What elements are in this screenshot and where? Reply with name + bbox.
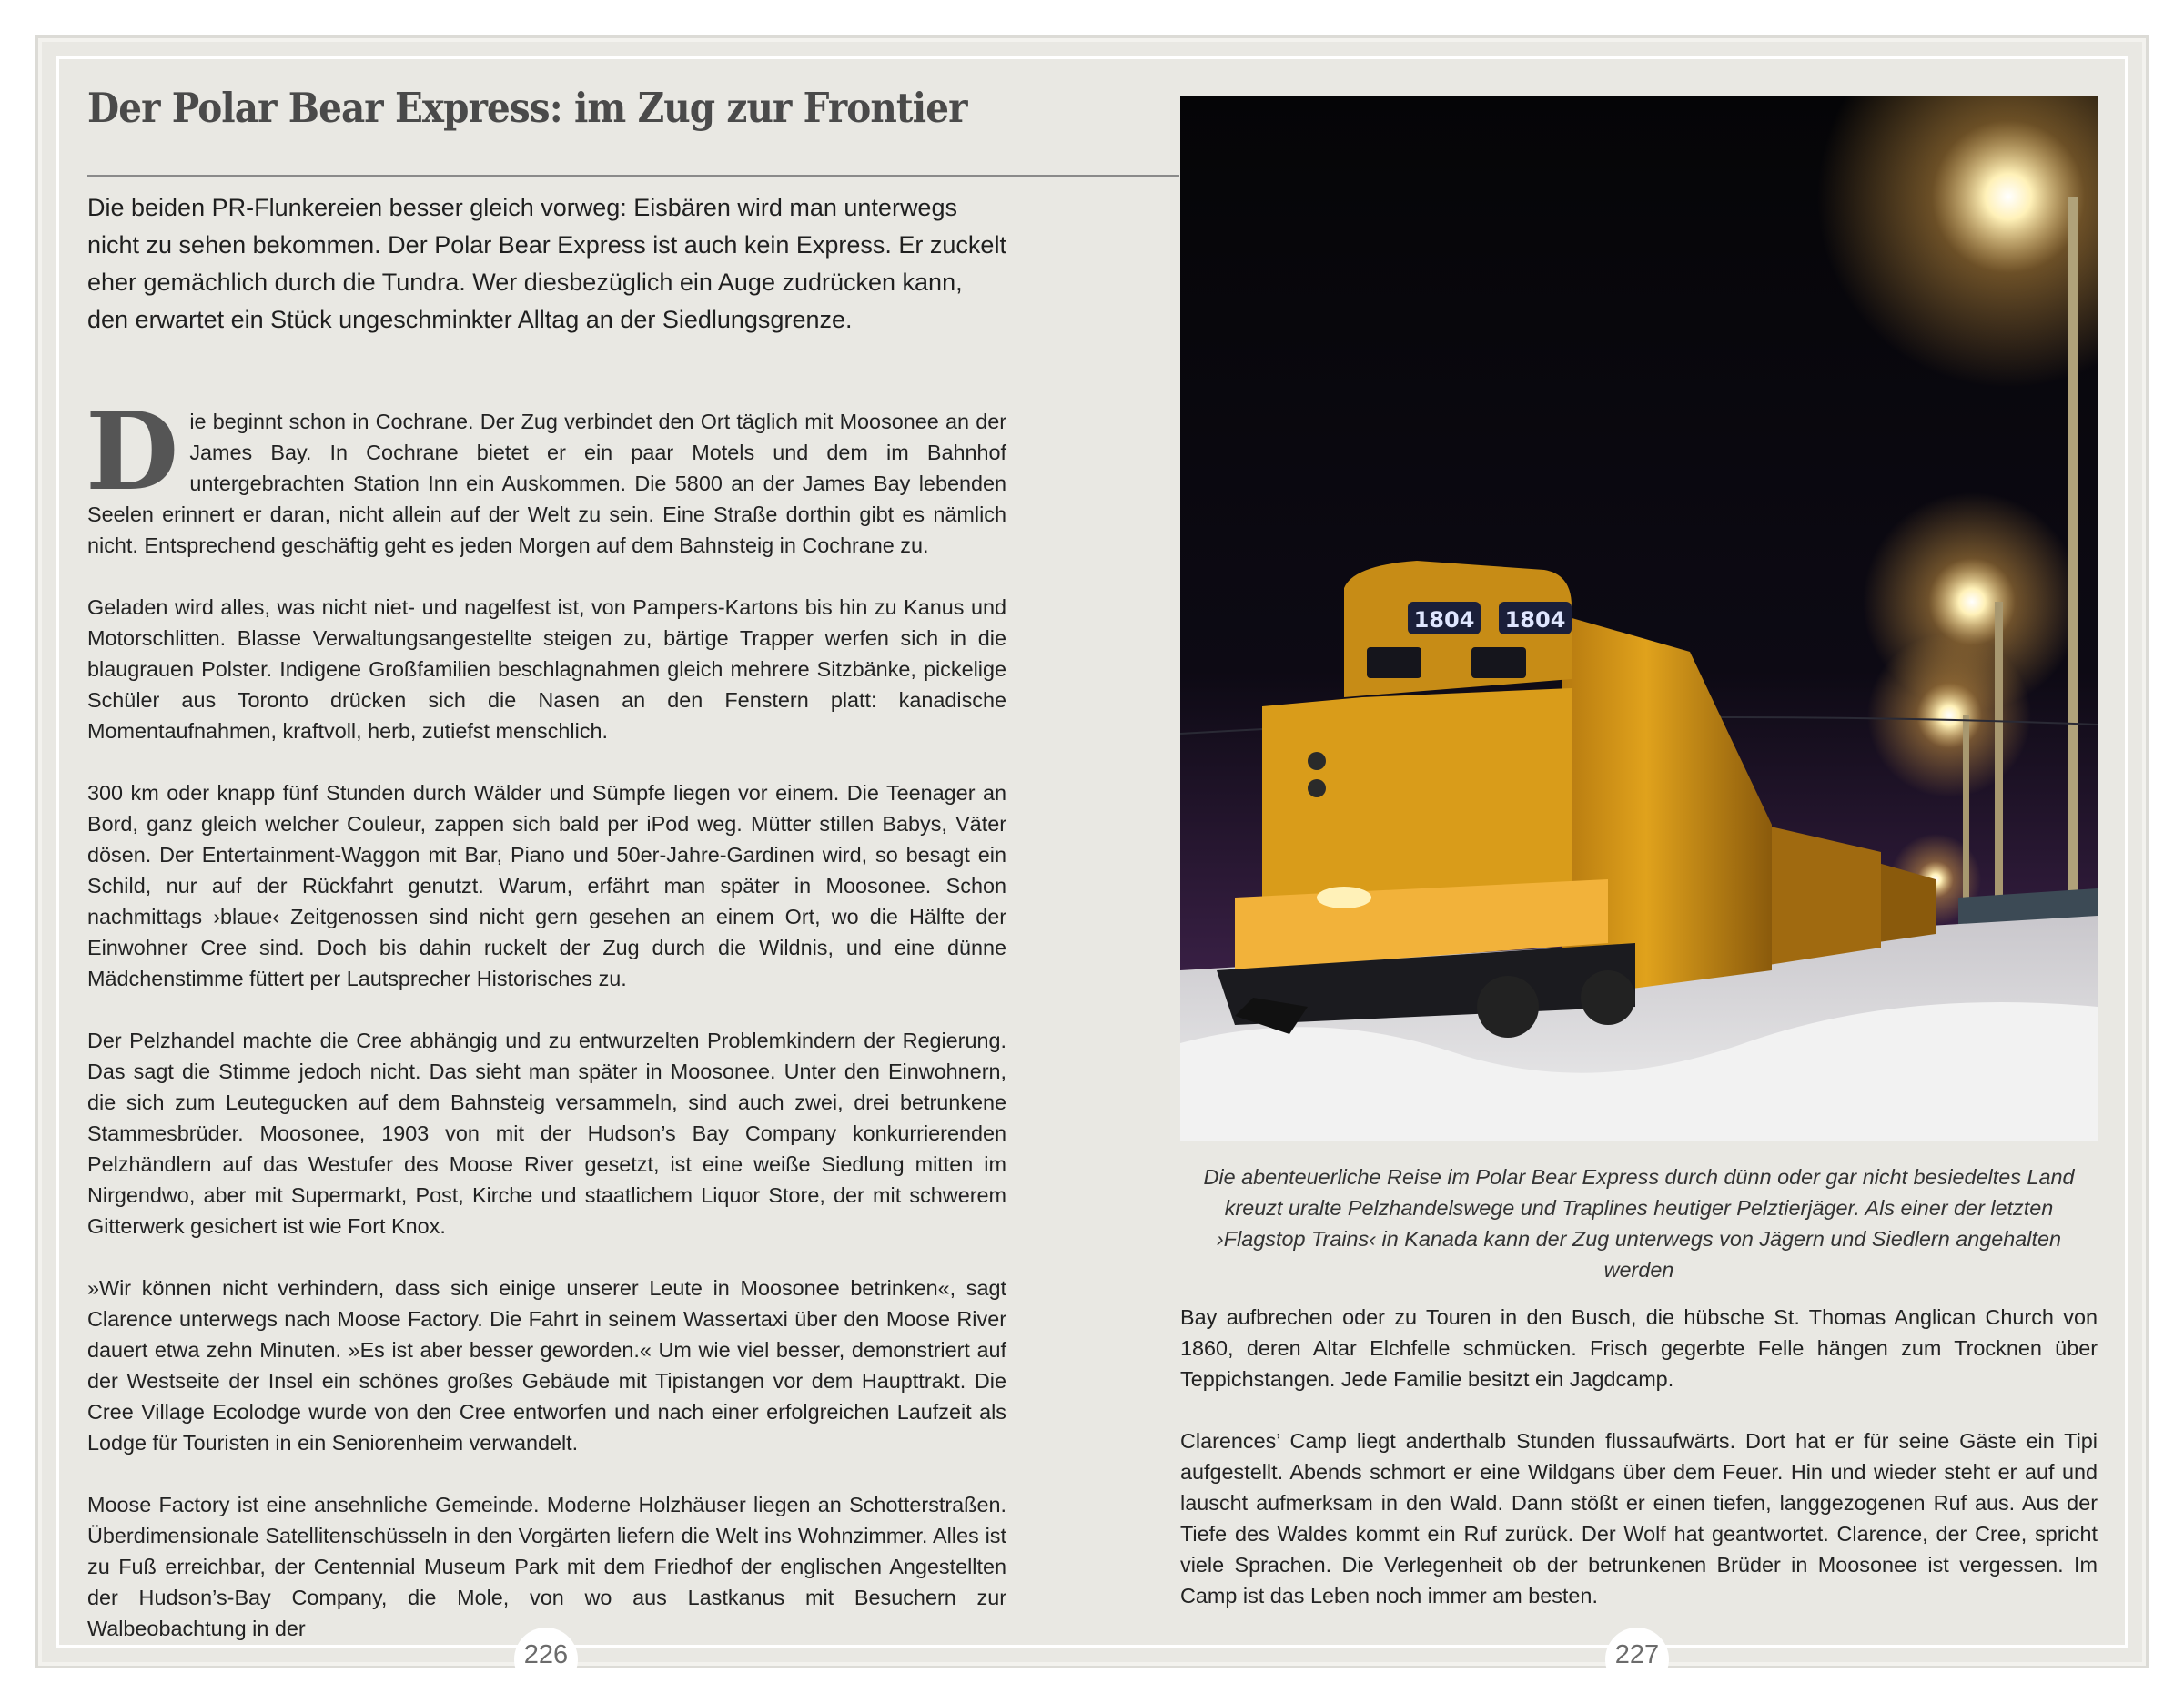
headlight-upper <box>1308 752 1326 770</box>
wheel <box>1581 970 1635 1025</box>
body-paragraph: 300 km oder knapp fünf Stunden durch Wälder und Sümpfe liegen vor einem. Die Teenager an Bord, ganz gleich welcher Couleur, zappen sich bald per iPod weg. Mütter stillen Babys, Väter dösen. Der Entertainment-Waggon mit Bar, Piano und 50er-Jahre-Gardinen wird, so besagt ein Schild, nur auf der Rückfahrt genutzt. Warum, erfährt man später in Moosonee. Schon nachmittags ›blaue‹ Zeitgenossen sind nicht gern gesehen an einem Ort, wo die Hälfte der Einwohner Cree sind. Doch bis dahin ruckelt der Zug durch die Wildnis, und eine dünne Mädchenstimme füttert per Lautsprecher Historisches zu. <box>87 781 1006 990</box>
article-headline: Der Polar Bear Express: im Zug zur Frontier <box>87 84 967 132</box>
intro-paragraph: Die beiden PR-Flunkereien besser gleich vorweg: Eisbären wird man unterwegs nicht zu sehen bekommen. Der Polar Bear Express ist auch kein Express. Er zuckelt eher gemächlich durch die Tundra. Wer diesbezüglich ein Auge zudrücken kann, den erwartet ein Stück ungeschminkter Alltag an der Siedlungsgrenze. <box>87 194 1006 333</box>
cab-window <box>1471 647 1526 678</box>
cab-window <box>1367 647 1421 678</box>
body-paragraph: Clarences’ Camp liegt anderthalb Stunden flussaufwärts. Dort hat er für seine Gäste ein Tipi aufgestellt. Abends schmort er eine Wildgans über dem Feuer. Hin und wieder steht er auf und lauscht aufmerksam in den Wald. Dann stößt er einen tiefen, langgezogenen Ruf aus. Aus der Tiefe des Waldes kommt ein Ruf zurück. Der Wolf hat geantwortet. Clarence, der Cree, spricht viele Sprachen. Die Verlegenheit ob der betrunkenen Brüder in Moosonee ist vergessen. Im Camp ist das Leben noch immer am besten. <box>1180 1429 2098 1608</box>
lamp-pole <box>2068 197 2078 970</box>
page-number-left: 226 <box>514 1628 578 1691</box>
photo-caption: Die abenteuerliche Reise im Polar Bear Express durch dünn oder gar nicht besiedeltes Land kreuzt uralte Pelzhandelswege und Traplines heutiger Pelztierjäger. Als einer der letzten ›Flagstop Trains‹ in Kanada kann der Zug unterwegs von Jägern und Siedlern angehalten werden <box>1203 1165 2075 1282</box>
drop-cap: D <box>86 388 179 514</box>
headline-rule <box>87 175 1179 177</box>
body-paragraph: Bay aufbrechen oder zu Touren in den Busch, die hübsche St. Thomas Anglican Church von 1860, deren Altar Elchfelle schmücken. Frisch gegerbte Felle hängen zum Trocknen über Teppichstangen. Jede Familie besitzt ein Jagdcamp. <box>1180 1305 2098 1391</box>
body-paragraph: Geladen wird alles, was nicht niet- und nagelfest ist, von Pampers-Kartons bis hin zu Kanus und Motorschlitten. Blasse Verwaltungsangestellte steigen zu, bärtige Trapper werfen sich in die blaugrauen Polster. Indigene Großfamilien beschlagnahmen gleich mehrere Sitzbänke, pickelige Schüler aus Toronto drücken sich die Nasen an den Fenstern platt: kanadische Momentaufnahmen, kraftvoll, herb, zutiefst menschlich. <box>87 595 1006 743</box>
page-number-right: 227 <box>1605 1628 1669 1691</box>
locomotive-number-right: 1804 <box>1504 607 1566 633</box>
body-paragraph: Der Pelzhandel machte die Cree abhängig und zu entwurzelten Problemkindern der Regierung. Das sagt die Stimme jedoch nicht. Das sieht man später in Moosonee. Unter den Einwohnern, die sich zum Leutegucken auf dem Bahnsteig versammeln, sind auch zwei, drei betrunkene Stammesbrüder. Moosonee, 1903 von mit der Hudson’s Bay Company konkurrierenden Pelzhändlern auf das Westufer des Moose River gesetzt, ist eine weiße Siedlung mitten im Nirgendwo, aber mit Supermarkt, Post, Kirche und staatlichem Liquor Store, der mit schwerem Gitterwerk gesichert ist wie Fort Knox. <box>87 1029 1006 1238</box>
body-paragraph: »Wir können nicht verhindern, dass sich einige unserer Leute in Moosonee betrinken«, sagt Clarence unterwegs nach Moose Factory. Die Fahrt in seinem Wassertaxi über den Moose River dauert etwa zehn Minuten. »Es ist aber besser geworden.« Um wie viel besser, demonstriert auf der Westseite der Insel ein schönes großes Gebäude mit Tipistangen vor dem Haupttrakt. Die Cree Village Ecolodge wurde von den Cree entworfen und nach einer erfolgreichen Laufzeit als Lodge für Touristen in ein Seniorenheim verwandelt. <box>87 1276 1006 1455</box>
body-paragraph <box>86 388 1006 561</box>
ditch-light-glow <box>1317 887 1371 908</box>
left-text-column <box>86 388 1006 1675</box>
headlight-lower <box>1308 779 1326 797</box>
right-text-column <box>1180 1302 2098 1642</box>
wheel <box>1477 976 1539 1038</box>
train-photo <box>1180 96 2098 1141</box>
street-lamp-glow <box>1867 634 2031 797</box>
locomotive-number-left: 1804 <box>1413 607 1475 633</box>
night-train-illustration <box>1180 96 2098 1141</box>
body-paragraph: Moose Factory ist eine ansehnliche Gemeinde. Moderne Holzhäuser liegen an Schotterstraßen. Überdimensionale Satellitenschüsseln in den Vorgärten liefern die Welt ins Wohnzimmer. Alles ist zu Fuß erreichbar, der Centennial Museum Park mit dem Friedhof der englischen Angestellten der Hudson’s-Bay Company, die Mole, von wo aus Lastkanus mit Besuchern zur Walbeobachtung in der <box>87 1493 1006 1640</box>
paragraph-text: ie beginnt schon in Cochrane. Der Zug verbindet den Ort täglich mit Moosonee an der James Bay. In Cochrane bietet er ein paar Motels und dem im Bahnhof untergebrachten Station Inn ein Auskommen. Die 5800 an der James Bay lebenden Seelen erinnert er daran, nicht allein auf der Welt zu sein. Eine Straße dorthin gibt es nämlich nicht. Entsprechend geschäftig geht es jeden Morgen auf dem Bahnsteig in Cochrane zu. <box>87 410 1006 557</box>
